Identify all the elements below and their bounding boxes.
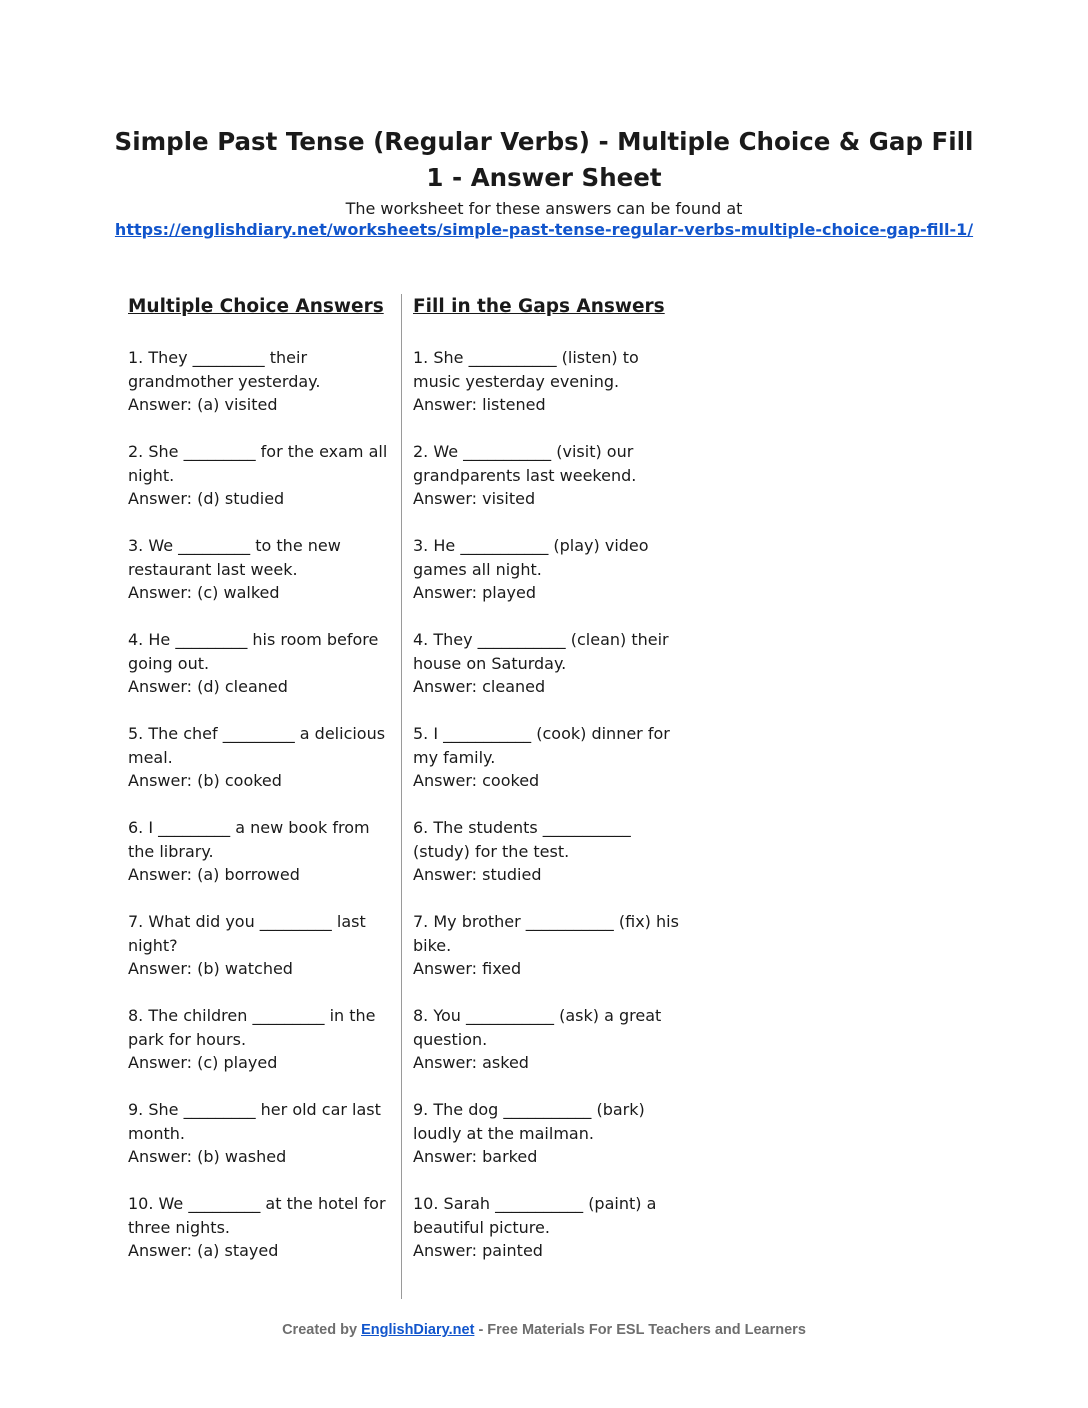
- gap-fill-column: [413, 292, 681, 1286]
- mc-answer: Answer: (c) walked: [128, 583, 280, 602]
- gap-answer: Answer: painted: [413, 1241, 543, 1260]
- mc-item-8: [128, 1004, 396, 1075]
- mc-item-3: [128, 534, 396, 605]
- mc-item-10: [128, 1192, 396, 1263]
- gap-question: 4. They ___________ (clean) their house on Saturday.: [413, 630, 669, 673]
- multiple-choice-column: [128, 292, 396, 1286]
- gap-answer: Answer: studied: [413, 865, 542, 884]
- mc-question: 8. The children _________ in the park for hours.: [128, 1006, 376, 1049]
- mc-question: 7. What did you _________ last night?: [128, 912, 366, 955]
- gap-item-7: [413, 910, 681, 981]
- gap-answer: Answer: listened: [413, 395, 546, 414]
- multiple-choice-heading: Multiple Choice Answers: [128, 296, 384, 317]
- page-title: Simple Past Tense (Regular Verbs) - Multiple Choice & Gap Fill 1 - Answer Sheet: [114, 127, 974, 192]
- mc-answer: Answer: (d) cleaned: [128, 677, 288, 696]
- mc-answer: Answer: (d) studied: [128, 489, 285, 508]
- gap-question: 6. The students ___________ (study) for the test.: [413, 818, 631, 861]
- mc-question: 1. They _________ their grandmother yesterday.: [128, 348, 321, 391]
- gap-question: 2. We ___________ (visit) our grandparents last weekend.: [413, 442, 637, 485]
- gap-item-9: [413, 1098, 681, 1169]
- mc-answer: Answer: (b) cooked: [128, 771, 282, 790]
- gap-question: 5. I ___________ (cook) dinner for my family.: [413, 724, 670, 767]
- mc-item-4: [128, 628, 396, 699]
- footer-brand-link[interactable]: EnglishDiary.net: [361, 1322, 475, 1338]
- mc-question: 5. The chef _________ a delicious meal.: [128, 724, 386, 767]
- mc-item-1: [128, 346, 396, 417]
- gap-question: 10. Sarah ___________ (paint) a beautiful picture.: [413, 1194, 657, 1237]
- mc-item-2: [128, 440, 396, 511]
- page-footer: [0, 1322, 1088, 1338]
- gap-answer: Answer: played: [413, 583, 536, 602]
- gap-answer: Answer: fixed: [413, 959, 522, 978]
- mc-answer: Answer: (a) stayed: [128, 1241, 279, 1260]
- gap-item-3: [413, 534, 681, 605]
- mc-item-7: [128, 910, 396, 981]
- mc-question: 2. She _________ for the exam all night.: [128, 442, 388, 485]
- gap-item-5: [413, 722, 681, 793]
- mc-answer: Answer: (b) watched: [128, 959, 293, 978]
- mc-answer: Answer: (b) washed: [128, 1147, 287, 1166]
- mc-answer: Answer: (c) played: [128, 1053, 278, 1072]
- gap-question: 1. She ___________ (listen) to music yesterday evening.: [413, 348, 639, 391]
- footer-suffix: - Free Materials For ESL Teachers and Learners: [478, 1322, 806, 1338]
- worksheet-link[interactable]: https://englishdiary.net/worksheets/simple-past-tense-regular-verbs-multiple-choice-gap-fill-1/: [114, 220, 974, 239]
- page-header: [0, 124, 1088, 241]
- mc-answer: Answer: (a) borrowed: [128, 865, 300, 884]
- gap-answer: Answer: asked: [413, 1053, 529, 1072]
- mc-question: 9. She _________ her old car last month.: [128, 1100, 381, 1143]
- gap-answer: Answer: barked: [413, 1147, 538, 1166]
- worksheet-note: The worksheet for these answers can be found at: [345, 199, 743, 218]
- footer-prefix: Created by: [282, 1322, 358, 1338]
- gap-question: 8. You ___________ (ask) a great question.: [413, 1006, 662, 1049]
- mc-answer: Answer: (a) visited: [128, 395, 278, 414]
- gap-item-1: [413, 346, 681, 417]
- column-divider: [401, 294, 402, 1299]
- mc-question: 6. I _________ a new book from the library.: [128, 818, 370, 861]
- mc-question: 3. We _________ to the new restaurant last week.: [128, 536, 341, 579]
- mc-question: 10. We _________ at the hotel for three nights.: [128, 1194, 386, 1237]
- mc-item-5: [128, 722, 396, 793]
- gap-item-8: [413, 1004, 681, 1075]
- mc-item-6: [128, 816, 396, 887]
- gap-item-4: [413, 628, 681, 699]
- mc-item-9: [128, 1098, 396, 1169]
- gap-question: 9. The dog ___________ (bark) loudly at the mailman.: [413, 1100, 645, 1143]
- gap-question: 3. He ___________ (play) video games all night.: [413, 536, 649, 579]
- gap-question: 7. My brother ___________ (fix) his bike.: [413, 912, 679, 955]
- gap-item-10: [413, 1192, 681, 1263]
- gap-answer: Answer: visited: [413, 489, 536, 508]
- gap-answer: Answer: cooked: [413, 771, 540, 790]
- gap-fill-heading: Fill in the Gaps Answers: [413, 296, 665, 317]
- gap-item-6: [413, 816, 681, 887]
- gap-item-2: [413, 440, 681, 511]
- gap-answer: Answer: cleaned: [413, 677, 546, 696]
- mc-question: 4. He _________ his room before going out.: [128, 630, 379, 673]
